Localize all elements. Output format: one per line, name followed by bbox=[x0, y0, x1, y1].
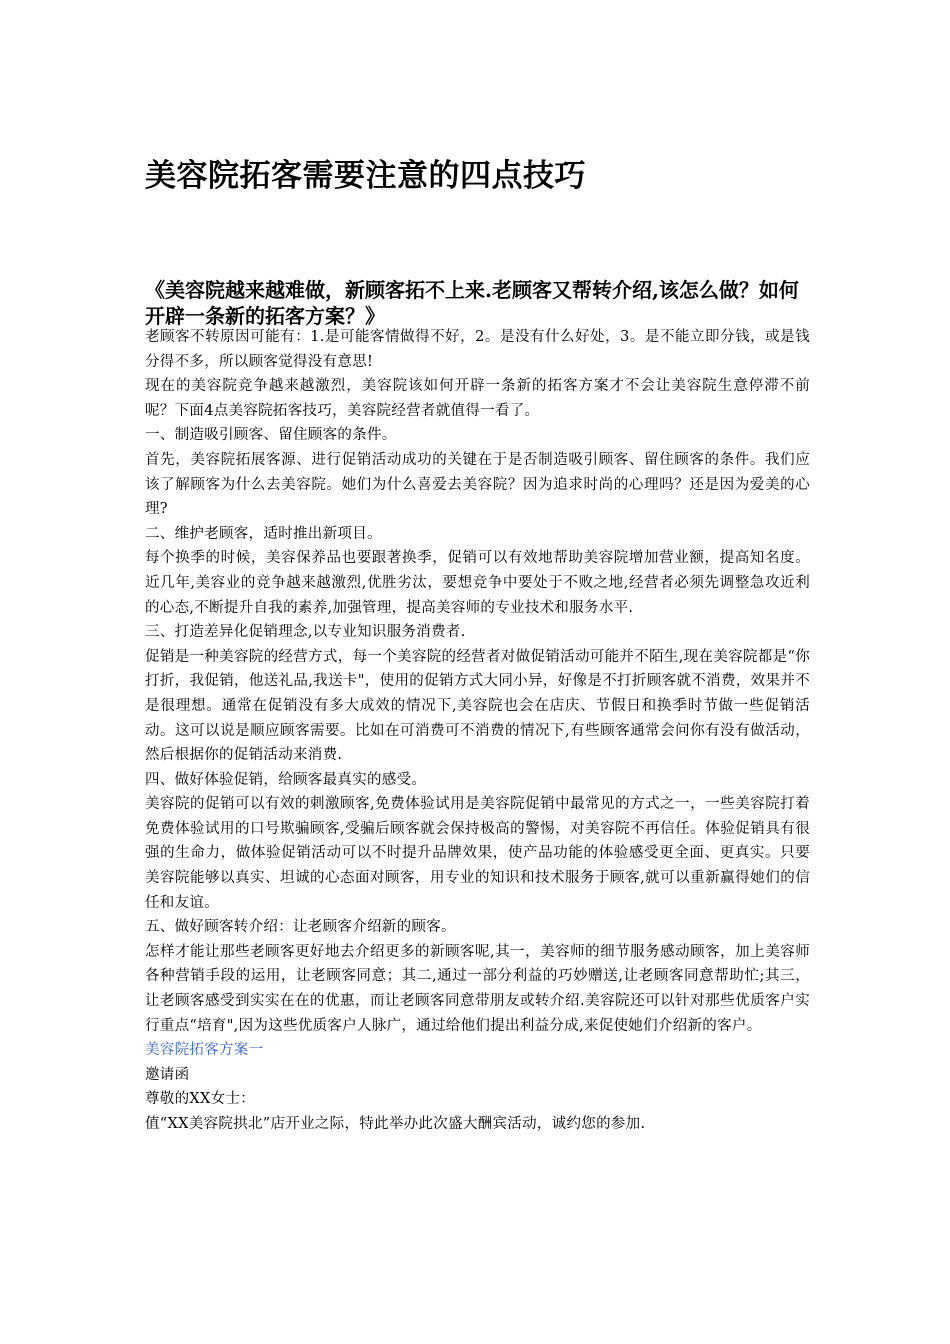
section-heading-4: 四、做好体验促销，给顾客最真实的感受。 bbox=[145, 771, 427, 788]
paragraph-section-4: 美容院的促销可以有效的刺激顾客,免费体验试用是美容院促销中最常见的方式之一，一些美容院打着免费体验试用的口号欺骗顾客,受骗后顾客就会保持极高的警惕，对美容院不再信任。体验促销具有很强的生命力，做体验促销活动可以不时提升品牌效果，使产品功能的体验感受更全面、更真实。只要美容院能够以真实、坦诚的心态面对顾客，用专业的知识和技术服务于顾客,就可以重新赢得她们的信任和友谊。 bbox=[145, 796, 810, 911]
paragraph-old-customer-reasons: 老顾客不转原因可能有：1.是可能客情做得不好，2。是没有什么好处，3。是不能立即分钱，或是钱分得不多，所以顾客觉得没有意思! bbox=[145, 329, 810, 370]
document-subtitle: 《美容院越来越难做，新顾客拓不上来.老顾客又帮转介绍,该怎么做？如何开辟一条新的拓客方案？》 bbox=[145, 278, 799, 328]
invitation-body: 值“XX美容院拱北”店开业之际，特此举办此次盛大酬宾活动，诚约您的参加. bbox=[145, 1116, 646, 1132]
section-heading-1: 一、制造吸引顾客、留住顾客的条件。 bbox=[145, 427, 397, 444]
document-body bbox=[145, 325, 810, 1137]
section-heading-5: 五、做好顾客转介绍：让老顾客介绍新的顾客。 bbox=[145, 919, 456, 936]
invitation-title: 邀请函 bbox=[145, 1066, 190, 1083]
paragraph-intro: 现在的美容院竞争越来越激烈，美容院该如何开辟一条新的拓客方案才不会让美容院生意停滞不前呢？下面4点美容院拓客技巧，美容院经营者就值得一看了。 bbox=[145, 378, 810, 419]
section-heading-2: 二、维护老顾客，适时推出新项目。 bbox=[145, 525, 382, 542]
paragraph-section-2: 每个换季的时候，美容保养品也要跟著换季，促销可以有效地帮助美容院增加营业额，提高知名度。近几年,美容业的竞争越来越激烈,优胜劣汰，要想竞争中要处于不败之地,经营者必须先调整急攻近利的心态,不断提升自我的素养,加强管理，提高美容师的专业技术和服务水平. bbox=[145, 550, 810, 616]
paragraph-section-3: 促销是一种美容院的经营方式，每一个美容院的经营者对做促销活动可能并不陌生,现在美容院都是“你打折，我促销，他送礼品,我送卡"，使用的促销方式大同小异，好像是不打折顾客就不消费，效果并不是很理想。通常在促销没有多大成效的情况下,美容院也会在店庆、节假日和换季时节做一些促销活动。这可以说是顺应顾客需要。比如在可消费可不消费的情况下,有些顾客通常会问你有没有做活动，然后根据你的促销活动来消费. bbox=[145, 648, 810, 764]
document-title: 美容院拓客需要注意的四点技巧 bbox=[145, 158, 586, 194]
plan-one-link[interactable]: 美容院拓客方案一 bbox=[145, 1042, 264, 1059]
paragraph-section-1: 首先，美容院拓展客源、进行促销活动成功的关键在于是否制造吸引顾客、留住顾客的条件。我们应该了解顾客为什么去美容院。她们为什么喜爱去美容院？因为追求时尚的心理吗？还是因为爱美的心理? bbox=[145, 451, 810, 518]
section-heading-3: 三、打造差异化促销理念,以专业知识服务消费者. bbox=[145, 624, 466, 641]
invitation-salutation: 尊敬的XX女士： bbox=[145, 1091, 256, 1108]
paragraph-section-5: 怎样才能让那些老顾客更好地去介绍更多的新顾客呢,其一，美容师的细节服务感动顾客，加上美容师各种营销手段的运用，让老顾客同意；其二,通过一部分利益的巧妙赠送,让老顾客同意帮助忙;其三，让老顾客感受到实实在在的优惠，而让老顾客同意带朋友或转介绍.美容院还可以针对那些优质客户实行重点“培育",因为这些优质客户人脉广，通过给他们提出利益分成,来促使她们介绍新的客户。 bbox=[145, 943, 810, 1034]
